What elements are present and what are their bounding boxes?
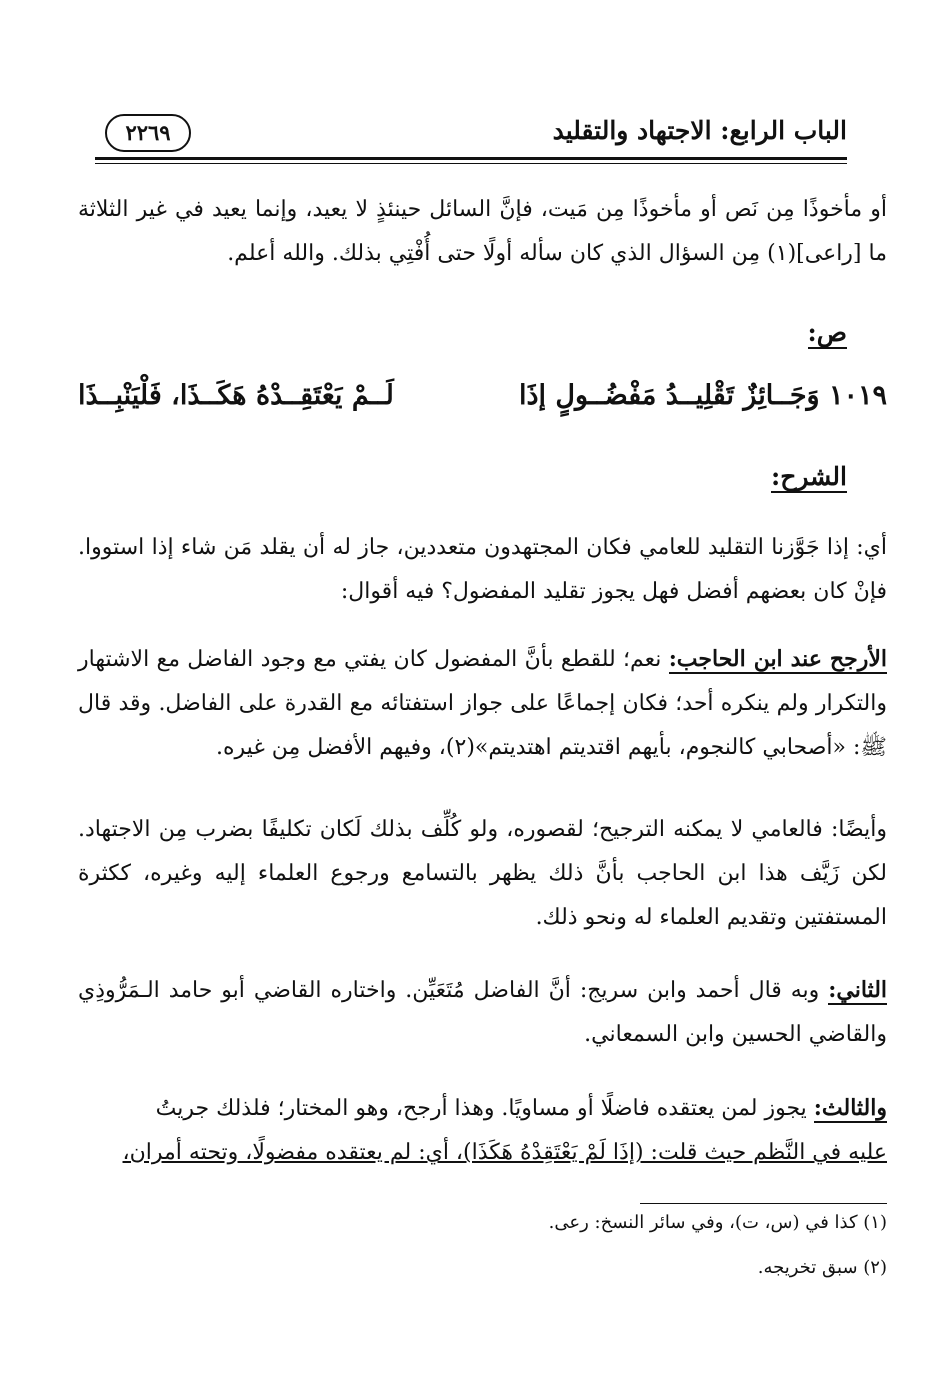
page-header [95, 112, 847, 156]
paragraph-2-label: الأرجح عند ابن الحاجب: [668, 646, 887, 672]
paragraph-5-line-2: عليه في النَّظم حيث قلت: (إذَا لَمْ يَعْتَقِدْهُ هَكَذَا)، أي: لم يعتقده مفضولًا، وتحته أمران، [122, 1140, 887, 1165]
running-title: الباب الرابع: الاجتهاد والتقليد [552, 116, 847, 145]
verse-left-hemistich: لَــمْ يَعْتَقِــدْهُ هَكَــذَا، فَلْيَنْبِــذَا [78, 380, 394, 411]
footnote-separator [640, 1203, 887, 1204]
commentary-heading-label: الشرح: [770, 462, 847, 491]
paragraph-5-line-1 [78, 1086, 887, 1131]
verse-right-text: وَجَــائِزٌ تَقْلِيــدُ مَفْضُــولٍ إذَا [518, 380, 820, 411]
verse-1019 [78, 380, 887, 428]
page-number-badge: ٢٢٦٩ [105, 114, 191, 152]
paragraph-4 [78, 968, 887, 1057]
verse-right-hemistich [519, 380, 887, 411]
text-heading-label: ص: [807, 318, 847, 347]
paragraph-5-text-1: يجوز لمن يعتقده فاضلًا أو مساويًا. وهذا أرجح، وهو المختار؛ فلذلك جريتُ [155, 1096, 807, 1121]
paragraph-4-text: وبه قال أحمد وابن سريج: أنَّ الفاضل مُتَعَيِّن. واختاره القاضي أبو حامد الـمَرُّوذِي والقاضي الحسين وابن السمعاني. [78, 978, 887, 1047]
paragraph-2 [78, 637, 887, 770]
footnote-2: (٢) سبق تخريجه. [757, 1257, 887, 1278]
footnote-1: (١) كذا في (س، ت)، وفي سائر النسخ: رعى. [548, 1212, 887, 1233]
verse-number: ١٠١٩ [828, 380, 887, 411]
paragraph-1: أي: إذا جَوَّزنا التقليد للعامي فكان المجتهدون متعددين، جاز له أن يقلد مَن شاء إذا استووا. فإنْ كان بعضهم أفضل فهل يجوز تقليد المفضول؟ فيه أقوال: [78, 535, 887, 604]
paragraph-5-label: والثالث: [813, 1095, 887, 1121]
paragraph-2-text: نعم؛ للقطع بأنَّ المفضول كان يفتي مع وجود الفاضل مع الاشتهار والتكرار ولم ينكره أحد؛ فكان إجماعًا على جواز استفتائه مع القدرة على الفاضل. وقد قال ﷺ: «أصحابي كالنجوم، بأيهم اقتديتم اهتديتم»(٢)، وفيهم الأفضل مِن غيره. [78, 647, 887, 760]
commentary-heading [771, 462, 847, 491]
header-rule-thick [95, 157, 847, 160]
header-rule-thin [95, 163, 847, 164]
text-heading [808, 318, 847, 347]
intro-paragraph: أو مأخوذًا مِن نَص أو مأخوذًا مِن مَيت، فإنَّ السائل حينئذٍ لا يعيد، وإنما يعيد في غير الثلاثة ما [راعى](١) مِن السؤال الذي كان سأله أولًا حتى أُفْتِي بذلك. والله أعلم. [78, 197, 887, 266]
paragraph-5 [78, 1086, 887, 1175]
paragraph-4-label: الثاني: [828, 977, 888, 1003]
paragraph-3: وأيضًا: فالعامي لا يمكنه الترجيح؛ لقصوره، ولو كُلِّف بذلك لَكان تكليفًا بضرب مِن الاجتهاد. لكن زَيَّف هذا ابن الحاجب بأنَّ ذلك يظهر بالتسامع ورجوع العلماء إليه وغيره، ككثرة المستفتين وتقديم العلماء له ونحو ذلك. [78, 817, 887, 930]
